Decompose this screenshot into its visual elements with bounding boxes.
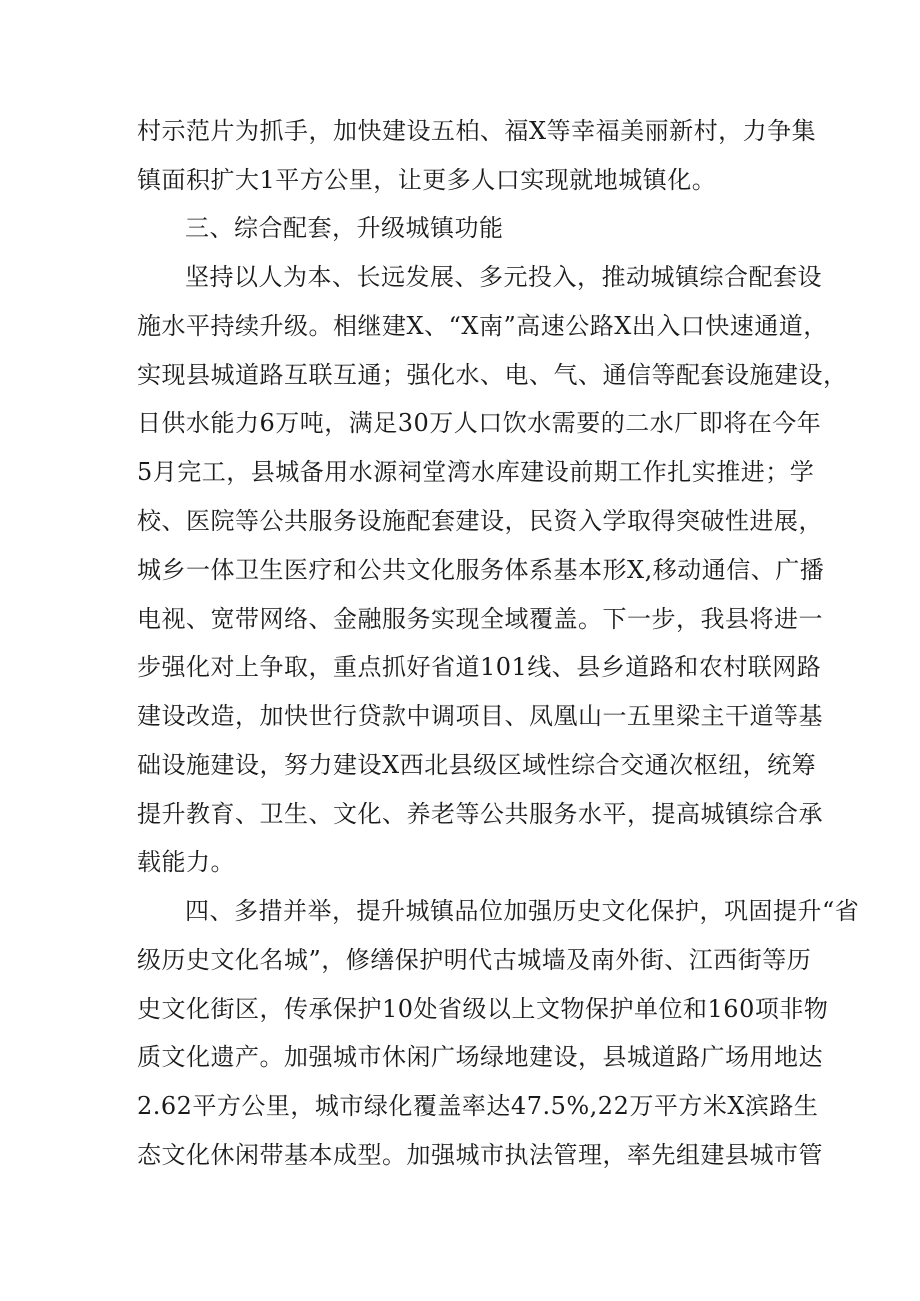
text-line: 校、医院等公共服务设施配套建设，民资入学取得突破性进展， <box>137 507 823 535</box>
text-line: 载能力。 <box>137 848 235 876</box>
text-line: 5月完工，县城备用水源祠堂湾水库建设前期工作扎实推进；学 <box>137 458 815 486</box>
text-line: 城乡一体卫生医疗和公共文化服务体系基本形X,移动通信、广播 <box>137 556 825 584</box>
text-line: 电视、宽带网络、金融服务实现全域覆盖。下一步，我县将进一 <box>137 605 823 633</box>
text-line: 建设改造，加快世行贷款中调项目、凤凰山一五里梁主干道等基 <box>137 702 823 730</box>
text-line: 史文化街区，传承保护10处省级以上文物保护单位和160项非物 <box>137 995 829 1023</box>
text-line: 级历史文化名城”，修缮保护明代古城墙及南外街、江西街等历 <box>137 946 812 974</box>
text-line: 日供水能力6万吨，满足30万人口饮水需要的二水厂即将在今年 <box>137 409 822 437</box>
text-line: 2.62平方公里，城市绿化覆盖率达47.5%,22万平方米X滨路生 <box>137 1092 819 1120</box>
text-line: 态文化休闲带基本成型。加强城市执法管理，率先组建县城市管 <box>137 1141 823 1169</box>
section-heading: 三、综合配套，升级城镇功能 <box>185 214 504 242</box>
text-line: 村示范片为抓手，加快建设五柏、福X等幸福美丽新村，力争集 <box>137 117 817 145</box>
text-line: 础设施建设，努力建设X西北县级区域性综合交通次枢纽，统筹 <box>137 751 817 779</box>
text-line: 实现县城道路互联互通；强化水、电、气、通信等配套设施建设， <box>137 361 848 389</box>
text-line: 施水平持续升级。相继建X、“X南”高速公路X出入口快速通道， <box>137 312 828 340</box>
text-line: 质文化遗产。加强城市休闲广场绿地建设，县城道路广场用地达 <box>137 1043 823 1071</box>
text-line: 步强化对上争取，重点抓好省道101线、县乡道路和农村联网路 <box>137 653 822 681</box>
section-heading-line: 四、多措并举，提升城镇品位加强历史文化保护，巩固提升“省 <box>185 897 860 925</box>
text-line: 坚持以人为本、长远发展、多元投入，推动城镇综合配套设 <box>185 263 822 291</box>
text-line: 镇面积扩大1平方公里，让更多人口实现就地城镇化。 <box>137 166 717 194</box>
text-line: 提升教育、卫生、文化、养老等公共服务水平，提高城镇综合承 <box>137 800 823 828</box>
